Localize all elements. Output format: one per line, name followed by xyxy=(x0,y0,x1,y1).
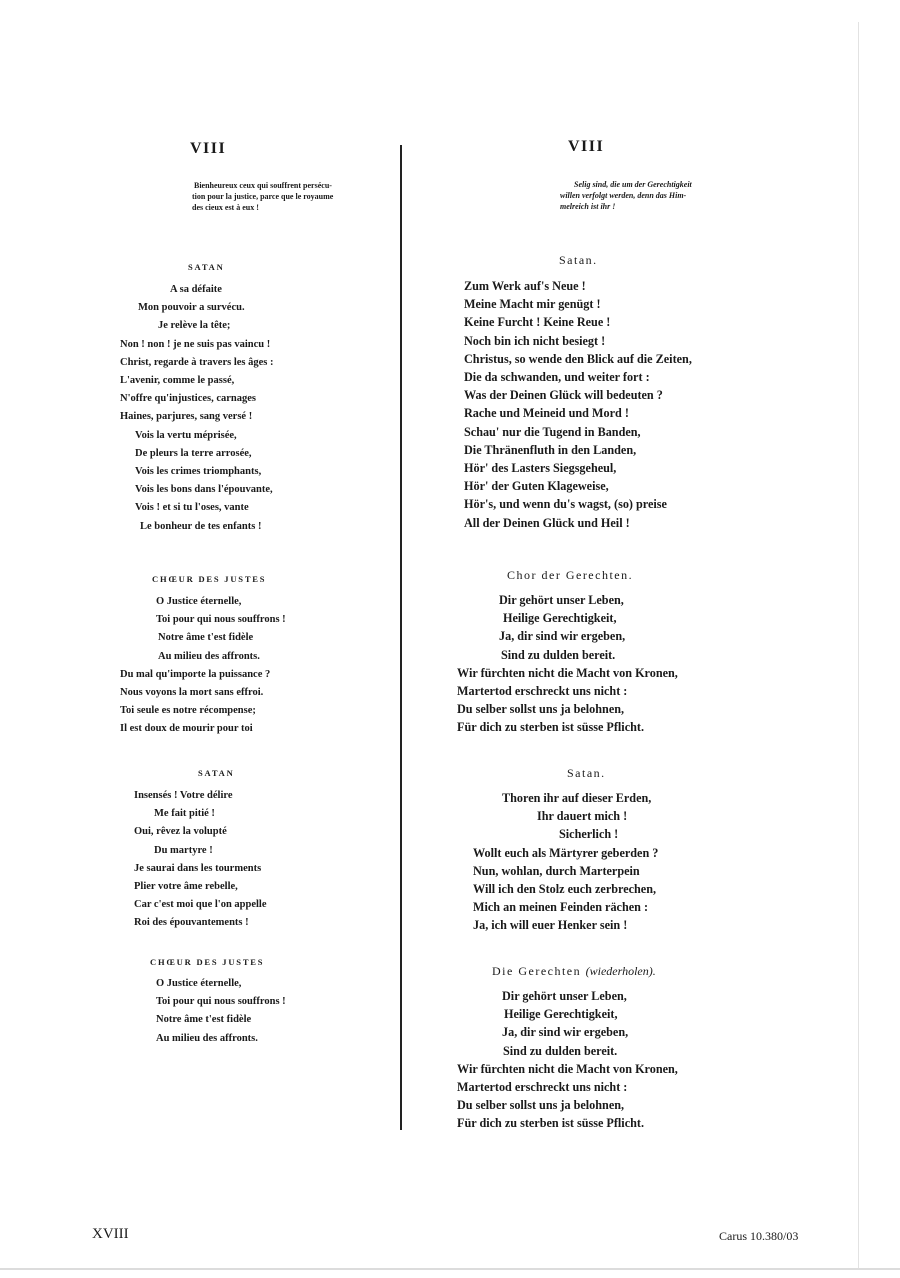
epigraph-line: Bienheureux ceux qui souffrent persécu- xyxy=(194,181,332,190)
epigraph-line: Selig sind, die um der Gerechtigkeit xyxy=(574,180,692,189)
verse-line: Wollt euch als Märtyrer geberden ? xyxy=(473,845,659,860)
epigraph-line: melreich ist ihr ! xyxy=(560,202,616,211)
verse-line: Hör's, und wenn du's wagst, (so) preise xyxy=(464,497,667,512)
verse-line: Mon pouvoir a survécu. xyxy=(138,302,245,314)
verse-line: Sicherlich ! xyxy=(559,827,619,842)
role-label xyxy=(492,964,656,979)
verse-line: Die da schwanden, und weiter fort : xyxy=(464,370,650,385)
verse-line: Was der Deinen Glück will bedeuten ? xyxy=(464,388,663,403)
column-divider xyxy=(400,145,402,1130)
epigraph-line: tion pour la justice, parce que le royaume xyxy=(192,192,334,201)
verse-line: Oui, rêvez la volupté xyxy=(134,826,227,838)
verse-line: Zum Werk auf's Neue ! xyxy=(464,279,586,293)
verse-choir-2 xyxy=(457,987,678,1133)
verse-line: Car c'est moi que l'on appelle xyxy=(134,899,267,911)
verse-line: Ja, dir sind wir ergeben, xyxy=(499,629,626,644)
verse-line: A sa défaite xyxy=(170,284,222,295)
epigraph-line: willen verfolgt werden, denn das Him- xyxy=(560,191,687,200)
section-heading: VIII xyxy=(568,138,605,155)
verse-line: Hör' des Lasters Siegsgeheul, xyxy=(464,461,617,476)
verse-line: Mich an meinen Feinden rächen : xyxy=(473,900,649,915)
verse-line: Hör' der Guten Klageweise, xyxy=(464,479,609,494)
verse-line: Au milieu des affronts. xyxy=(158,650,260,662)
catalog-number: Carus 10.380/03 xyxy=(719,1229,799,1243)
verse-line: Will ich den Stolz euch zerbrechen, xyxy=(473,882,657,897)
verse-line: Dir gehört unser Leben, xyxy=(499,593,624,607)
epigraph xyxy=(192,180,333,213)
verse-line: Martertod erschreckt uns nicht : xyxy=(457,1080,628,1095)
verse-line: O Justice éternelle, xyxy=(156,596,242,607)
epigraph-line: des cieux est à eux ! xyxy=(192,203,259,212)
verse-line: Je relève la tête; xyxy=(158,320,231,332)
verse-line: Nous voyons la mort sans effroi. xyxy=(120,687,264,699)
verse-line: Du selber sollst uns ja belohnen, xyxy=(457,702,625,717)
verse-choir-2 xyxy=(120,975,286,1048)
role-label: SATAN xyxy=(198,768,235,778)
verse-line: De pleurs la terre arrosée, xyxy=(135,447,252,459)
verse-line: Non ! non ! je ne suis pas vaincu ! xyxy=(120,338,271,350)
verse-line: Je saurai dans les tourments xyxy=(134,862,262,874)
verse-line: All der Deinen Glück und Heil ! xyxy=(464,515,630,530)
verse-line: Insensés ! Votre délire xyxy=(134,790,233,801)
verse-line: Du mal qu'importe la puissance ? xyxy=(120,668,271,680)
verse-line: Vois les crimes triomphants, xyxy=(135,466,262,478)
verse-line: Ihr dauert mich ! xyxy=(537,809,628,824)
verse-line: Toi pour qui nous souffrons ! xyxy=(156,614,286,626)
verse-line: Wir fürchten nicht die Macht von Kronen, xyxy=(457,665,678,680)
verse-line: Ja, ich will euer Henker sein ! xyxy=(473,918,628,933)
epigraph xyxy=(560,179,692,212)
verse-line: Vois la vertu méprisée, xyxy=(135,429,237,441)
role-label: CHŒUR DES JUSTES xyxy=(152,574,267,584)
verse-line: Plier votre âme rebelle, xyxy=(134,881,238,893)
verse-line: Vois ! et si tu l'oses, vante xyxy=(135,502,249,514)
verse-line: Le bonheur de tes enfants ! xyxy=(140,520,262,532)
verse-line: Toi seule es notre récompense; xyxy=(120,705,256,717)
verse-line: Notre âme t'est fidèle xyxy=(158,632,254,644)
verse-satan-2 xyxy=(457,789,658,935)
verse-line: Rache und Meineid und Mord ! xyxy=(464,406,629,421)
verse-line: Heilige Gerechtigkeit, xyxy=(503,611,617,626)
verse-line: Sind zu dulden bereit. xyxy=(501,647,616,662)
verse-choir-1 xyxy=(457,591,678,737)
verse-line: Du martyre ! xyxy=(154,844,213,856)
verse-line: Au milieu des affronts. xyxy=(156,1032,258,1044)
verse-satan-1 xyxy=(120,281,273,536)
verse-line: Roi des épouvantements ! xyxy=(134,917,249,929)
verse-line: Vois les bons dans l'épouvante, xyxy=(135,484,273,496)
verse-line: Du selber sollst uns ja belohnen, xyxy=(457,1098,625,1113)
page-edge xyxy=(858,22,859,1270)
role-label: SATAN xyxy=(188,262,225,272)
role-label: CHŒUR DES JUSTES xyxy=(150,957,265,967)
verse-line: Heilige Gerechtigkeit, xyxy=(504,1007,618,1022)
verse-line: Schau' nur die Tugend in Banden, xyxy=(464,424,641,439)
verse-line: Il est doux de mourir pour toi xyxy=(120,723,253,735)
verse-line: Die Thränenfluth in den Landen, xyxy=(464,442,637,457)
page-number: XVIII xyxy=(92,1226,129,1242)
verse-line: Christ, regarde à travers les âges : xyxy=(120,356,274,368)
verse-line: Noch bin ich nicht besiegt ! xyxy=(464,333,606,348)
verse-choir-1 xyxy=(120,593,286,739)
verse-line: Keine Furcht ! Keine Reue ! xyxy=(464,315,611,330)
verse-line: Haines, parjures, sang versé ! xyxy=(120,411,253,423)
verse-line: Nun, wohlan, durch Marterpein xyxy=(473,863,640,878)
verse-satan-2 xyxy=(120,787,267,933)
section-heading: VIII xyxy=(190,140,227,157)
verse-line: Dir gehört unser Leben, xyxy=(502,989,627,1003)
verse-line: N'offre qu'injustices, carnages xyxy=(120,393,257,405)
verse-satan-1 xyxy=(464,277,692,532)
verse-line: Notre âme t'est fidèle xyxy=(156,1014,252,1026)
verse-line: Toi pour qui nous souffrons ! xyxy=(156,996,286,1008)
verse-line: Ja, dir sind wir ergeben, xyxy=(502,1025,629,1040)
verse-line: Martertod erschreckt uns nicht : xyxy=(457,684,628,699)
verse-line: Meine Macht mir genügt ! xyxy=(464,297,601,312)
verse-line: Thoren ihr auf dieser Erden, xyxy=(502,791,652,805)
verse-line: Für dich zu sterben ist süsse Pflicht. xyxy=(457,720,644,735)
role-label: Satan. xyxy=(559,253,598,267)
verse-line: L'avenir, comme le passé, xyxy=(120,375,235,387)
verse-line: Wir fürchten nicht die Macht von Kronen, xyxy=(457,1061,678,1076)
verse-line: Für dich zu sterben ist süsse Pflicht. xyxy=(457,1116,644,1131)
role-name: Die Gerechten xyxy=(492,964,582,978)
verse-line: Christus, so wende den Blick auf die Zeiten, xyxy=(464,351,692,366)
verse-line: Sind zu dulden bereit. xyxy=(503,1043,618,1058)
role-note: (wiederholen). xyxy=(585,964,656,978)
verse-line: O Justice éternelle, xyxy=(156,978,242,989)
page-edge xyxy=(0,1268,900,1270)
role-label: Satan. xyxy=(567,766,606,780)
role-label: Chor der Gerechten. xyxy=(507,568,634,582)
verse-line: Me fait pitié ! xyxy=(154,808,215,820)
